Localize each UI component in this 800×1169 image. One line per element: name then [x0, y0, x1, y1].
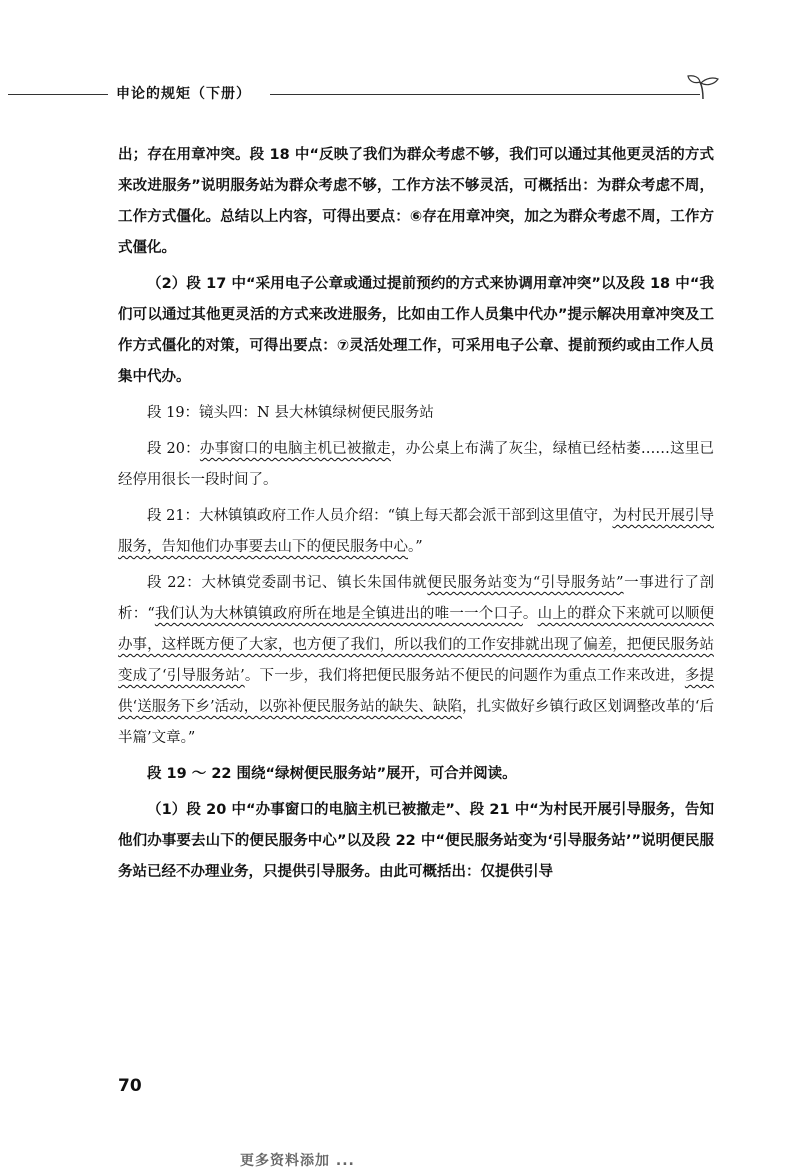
underlined-phrase: 便民服务站变为“引导服务站” — [427, 575, 624, 591]
underlined-phrase: 山上的群众下来就可以顺便办事，这样既方便了大家，也方便了我们，所以我们的工作安排就出现了偏差，把便民服务站变成了‘引导服务站’ — [118, 606, 714, 684]
paragraph-8: （1）段 20 中“办事窗口的电脑主机已被撤走”、段 21 中“为村民开展引导服务，告知他们办事要去山下的便民服务中心”以及段 22 中“便民服务站变为‘引导服务站’”说明便民服务站已经不办理业务，只提供引导服务。由此可概括出：仅提供引导 — [118, 802, 714, 880]
paragraph-4: 段 20：办事窗口的电脑主机已被撤走，办公桌上布满了灰尘，绿植已经枯萎……这里已经停用很长一段时间了。 — [118, 441, 715, 488]
paragraph-6: 段 22：大林镇党委副书记、镇长朱国伟就便民服务站变为“引导服务站”一事进行了剖析：“我们认为大林镇镇政府所在地是全镇进出的唯一一个口子。山上的群众下来就可以顺便办事，这样既方便了大家，也方便了我们，所以我们的工作安排就出现了偏差，把便民服务站变成了‘引导服务站’。下一步，我们将把便民服务站不便民的问题作为重点工作来改进，多提供‘送服务下乡’活动，以弥补便民服务站的缺失、缺陷，扎实做好乡镇行政区划调整改革的‘后半篇’文章。” — [118, 575, 715, 746]
paragraph-1: 出；存在用章冲突。段 18 中“反映了我们为群众考虑不够，我们可以通过其他更灵活的方式来改进服务”说明服务站为群众考虑不够，工作方法不够灵活，可概括出：为群众考虑不周，工作方式僵化。总结以上内容，可得出要点：⑥存在用章冲突，加之为群众考虑不周，工作方式僵化。 — [118, 147, 714, 256]
underlined-phrase: 办事窗口的电脑主机已被撤走 — [199, 441, 391, 457]
footer-watermark: 更多资料添加 ... — [240, 1153, 355, 1169]
paragraph-5: 段 21：大林镇镇政府工作人员介绍：“镇上每天都会派干部到这里值守，为村民开展引导服务，告知他们办事要去山下的便民服务中心。” — [118, 508, 714, 555]
paragraph-7: 段 19 ～ 22 围绕“绿树便民服务站”展开，可合并阅读。 — [147, 766, 517, 782]
header-title: 申论的规矩（下册） — [116, 86, 251, 102]
header-rule-right — [270, 94, 700, 95]
header-rule-left — [8, 94, 108, 95]
underlined-phrase: 为村民开展引导服务，告知他们办事要去山下的便民服务中心 — [118, 508, 714, 555]
underlined-phrase: 我们认为大林镇镇政府所在地是全镇进出的唯一一个口子 — [154, 606, 523, 622]
sprout-icon — [686, 74, 720, 100]
page-number: 70 — [118, 1076, 142, 1096]
paragraph-3: 段 19：镜头四：N 县大林镇绿树便民服务站 — [147, 405, 434, 421]
paragraph-2: （2）段 17 中“采用电子公章或通过提前预约的方式来协调用章冲突”以及段 18 中“我们可以通过其他更灵活的方式来改进服务，比如由工作人员集中代办”提示解决用章冲突及工作方式僵化的对策，可得出要点：⑦灵活处理工作，可采用电子公章、提前预约或由工作人员集中代办。 — [118, 276, 714, 385]
underlined-phrase: 多提供‘送服务下乡’活动，以弥补便民服务站的缺失、缺陷 — [118, 668, 715, 715]
running-header — [0, 78, 800, 108]
page-body — [118, 140, 714, 893]
